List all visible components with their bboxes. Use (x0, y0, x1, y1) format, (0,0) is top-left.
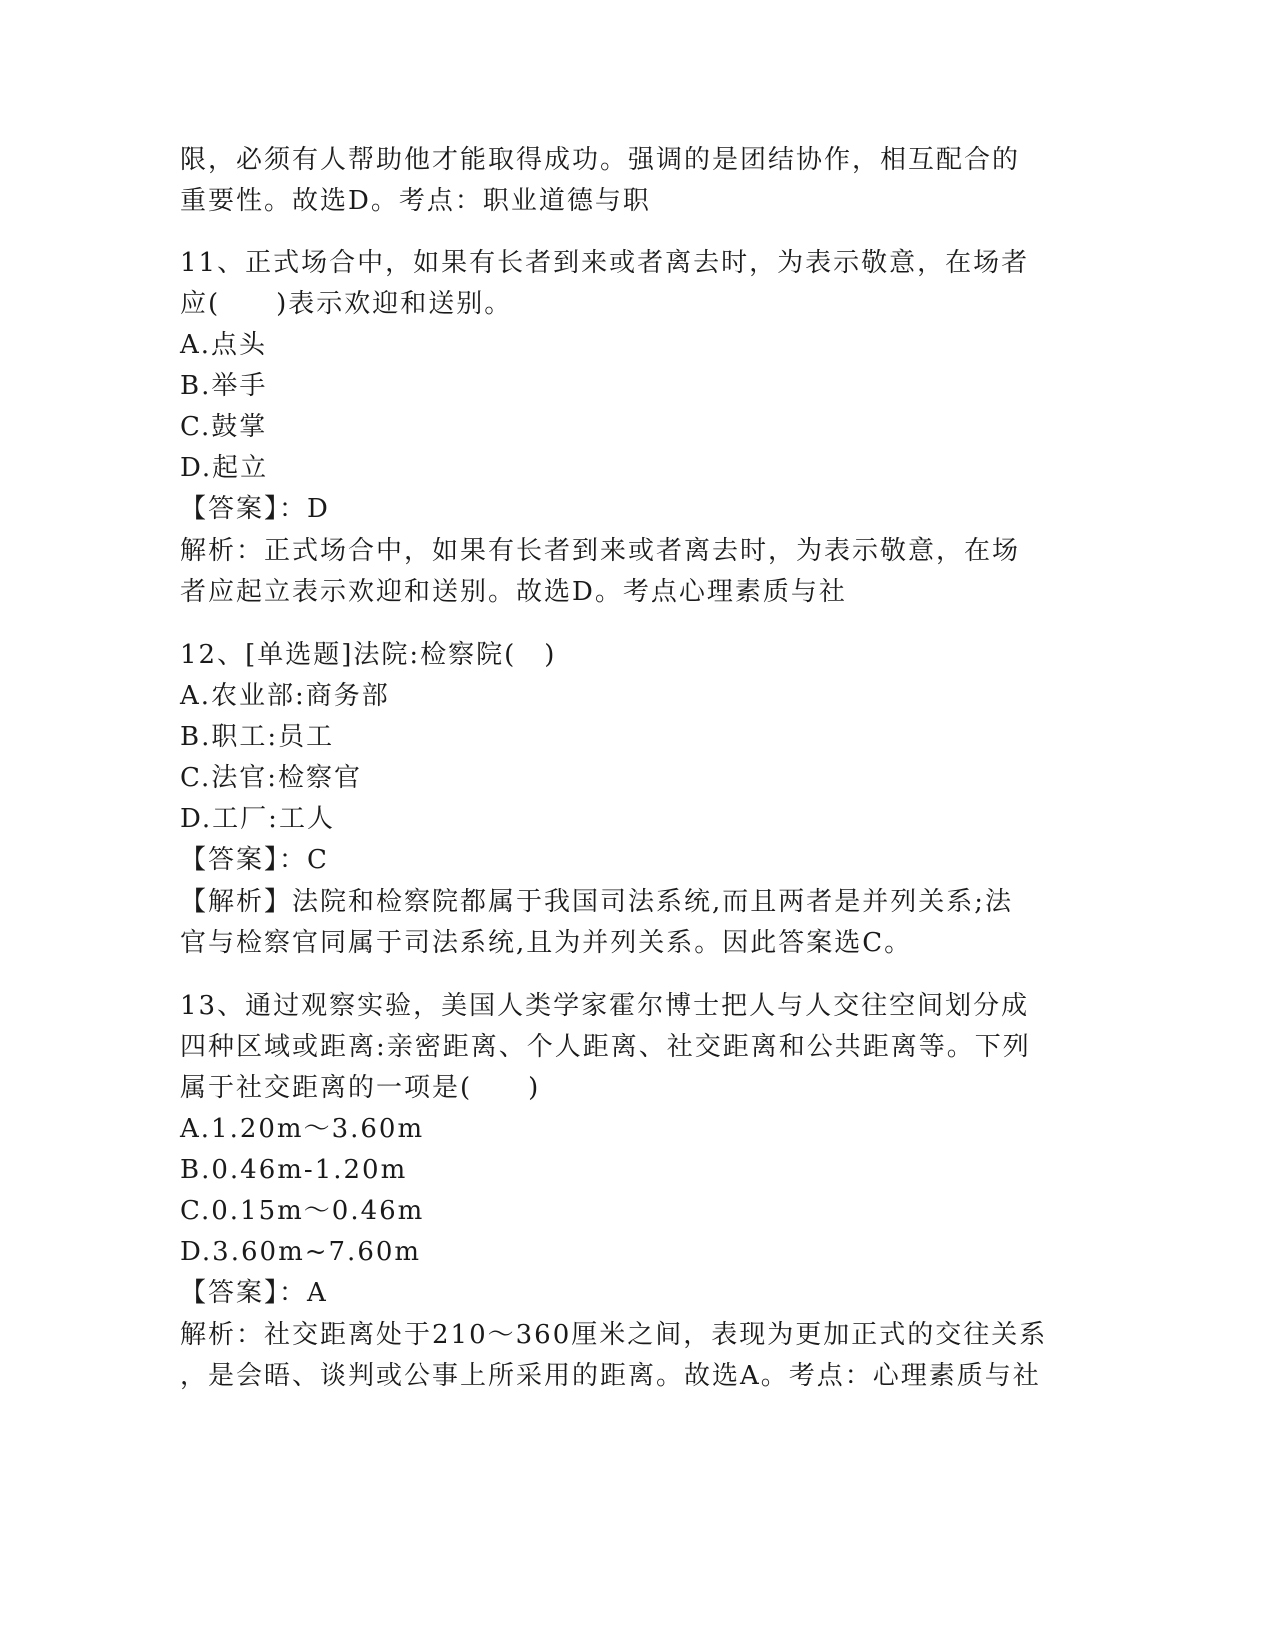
question-13-option-a: A.1.20m～3.60m (180, 1114, 425, 1144)
question-13-option-d: D.3.60m~7.60m (180, 1237, 422, 1267)
question-13-analysis: 解析：社交距离处于210～360厘米之间，表现为更加正式的交往关系 (180, 1320, 1048, 1350)
question-13-option-b: B.0.46m-1.20m (180, 1155, 408, 1185)
question-11-stem: 应( )表示欢迎和送别。 (180, 289, 513, 319)
question-12-stem: 12、[单选题]法院:检察院( ) (180, 640, 557, 670)
question-11-option-b: B.举手 (180, 371, 268, 401)
question-13-option-c: C.0.15m～0.46m (180, 1196, 425, 1226)
question-12-analysis: 官与检察官同属于司法系统,且为并列关系。因此答案选C。 (180, 928, 913, 958)
question-11-answer: 【答案】：D (180, 494, 330, 524)
question-11-option-c: C.鼓掌 (180, 412, 268, 442)
question-12-analysis: 【解析】法院和检察院都属于我国司法系统,而且两者是并列关系;法 (180, 887, 1014, 917)
question-13-stem: 13、通过观察实验，美国人类学家霍尔博士把人与人交往空间划分成 (180, 991, 1030, 1021)
question-13-stem: 四种区域或距离:亲密距离、个人距离、社交距离和公共距离等。下列 (180, 1032, 1031, 1062)
question-11-option-d: D.起立 (180, 453, 269, 483)
intro-line: 限，必须有人帮助他才能取得成功。强调的是团结协作，相互配合的 (180, 145, 1021, 175)
question-13-answer: 【答案】：A (180, 1278, 328, 1308)
question-12-option-b: B.职工:员工 (180, 722, 335, 752)
question-13-analysis: ，是会晤、谈判或公事上所采用的距离。故选A。考点：心理素质与社 (180, 1361, 1041, 1391)
question-11-analysis: 解析：正式场合中，如果有长者到来或者离去时，为表示敬意，在场 (180, 536, 1021, 566)
question-12-option-d: D.工厂:工人 (180, 804, 335, 834)
intro-line: 重要性。故选D。考点：职业道德与职 (180, 186, 651, 216)
question-11-stem: 11、正式场合中，如果有长者到来或者离去时，为表示敬意，在场者 (180, 248, 1030, 278)
question-12-option-a: A.农业部:商务部 (180, 681, 390, 711)
question-11-option-a: A.点头 (180, 330, 268, 360)
question-12-answer: 【答案】：C (180, 845, 329, 875)
question-13-stem: 属于社交距离的一项是( ) (180, 1073, 541, 1103)
question-11-analysis: 者应起立表示欢迎和送别。故选D。考点心理素质与社 (180, 577, 847, 607)
question-12-option-c: C.法官:检察官 (180, 763, 362, 793)
